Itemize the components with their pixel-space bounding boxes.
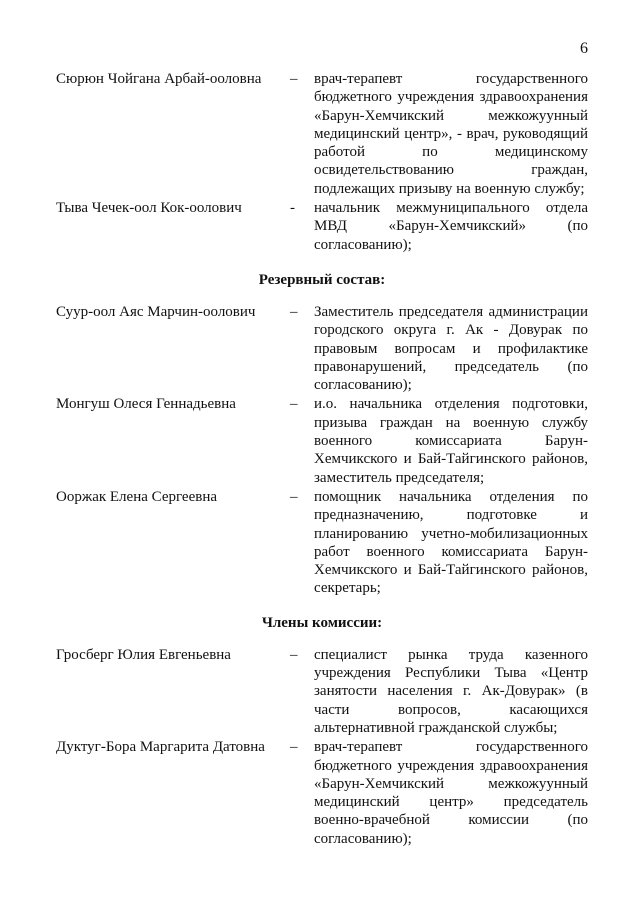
section-heading-members: Члены комиссии: [261,614,383,631]
section-heading-reserve: Резервный состав: [258,271,386,288]
member-description: помощник начальника отделения по предназначению, подготовке и планированию учетно-мобилизационных работ военного комиссариата Барун-Хемчикского и Бай-Тайгинского районов, секретарь; [314,488,588,597]
member-row [56,738,588,848]
member-dash: - [290,200,295,217]
member-name: Дуктуг-Бора Маргарита Датовна [56,739,265,756]
page-number: 6 [580,40,588,57]
member-dash: – [290,739,298,756]
member-row [56,303,588,394]
member-description: врач-терапевт государственного бюджетного учреждения здравоохранения «Барун-Хемчикский межкожуунный медицинский центр» председатель военно-врачебной комиссии (по согласованию); [314,739,588,847]
member-dash: – [290,71,298,87]
member-description: специалист рынка труда казенного учреждения Республики Тыва «Центр занятости населения г. Ак-Довурак» (в части вопросов, касающихся альтернативной гражданской службы; [314,646,588,736]
member-name: Суур-оол Аяс Марчин-оолович [56,303,256,320]
member-dash: – [290,396,298,413]
member-dash: – [290,646,298,663]
member-description: врач-терапевт государственного бюджетного учреждения здравоохранения «Барун-Хемчикский межкожуунный медицинский центр», - врач, руководящий работой по медицинскому освидетельствованию граждан, подлежащих призыву на военную службу; [314,71,588,197]
commission-list [56,70,588,849]
member-dash: – [290,488,298,505]
member-row [56,488,588,598]
member-name: Ооржак Елена Сергеевна [56,488,218,505]
member-description: Заместитель председателя администрации городского округа г. Ак - Довурак по правовым вопросам и профилактике правонарушений, председатель (по согласованию); [314,303,588,394]
member-row [56,646,588,737]
member-description: начальник межмуниципального отдела МВД «Барун-Хемчикский» (по согласованию); [314,200,588,253]
member-row [56,70,588,198]
member-dash: – [290,303,298,320]
member-row [56,199,588,254]
member-description: и.о. начальника отделения подготовки, призыва граждан на военную службу военного комиссариата Барун-Хемчикского и Бай-Тайгинского районов, заместитель председателя; [314,396,588,486]
member-row [56,395,588,486]
member-name: Сюрюн Чойгана Арбай-ооловна [56,71,262,87]
member-name: Монгуш Олеся Геннадьевна [56,396,236,413]
member-name: Тыва Чечек-оол Кок-оолович [56,200,242,217]
member-name: Гросберг Юлия Евгеньевна [56,646,231,663]
